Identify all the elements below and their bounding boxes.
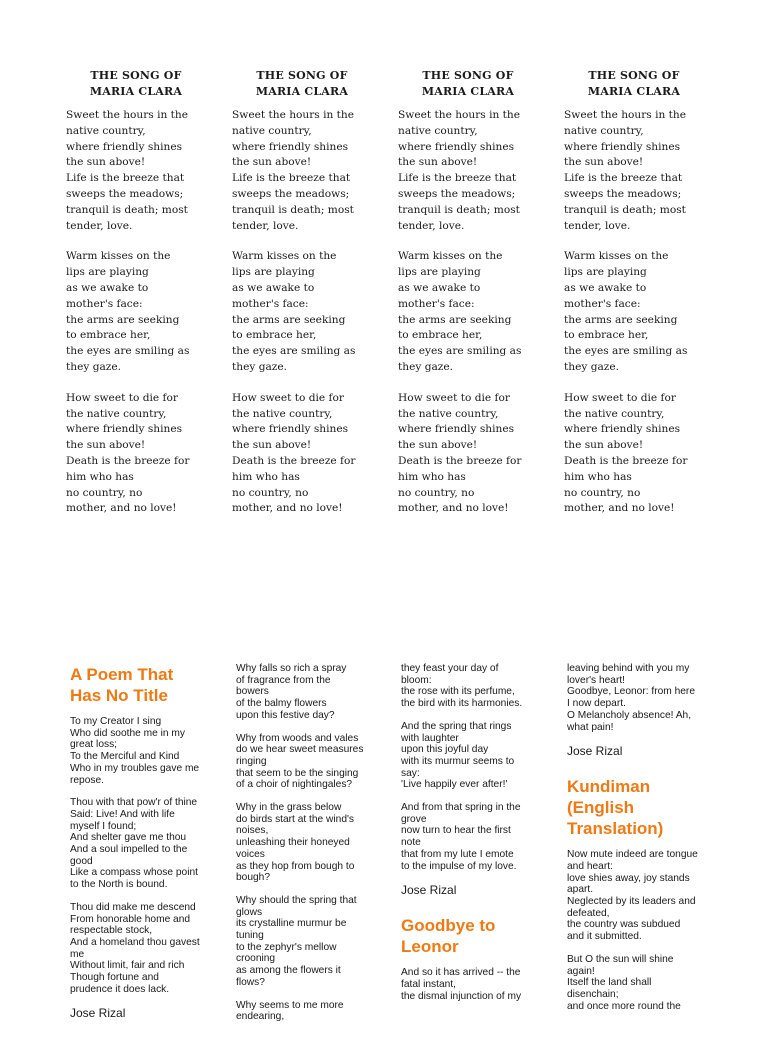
poem-heading: Goodbye to Leonor: [401, 916, 496, 957]
poem-author: Jose Rizal: [70, 1006, 126, 1021]
song-stanza-2: Warm kisses on the lips are playing as we awake to mother's face: the arms are seeking to embrace her, the eyes are smiling as they gaze.: [398, 250, 522, 373]
song-column-1: [66, 68, 206, 532]
poem-paragraph: Why falls so rich a spray of fragrance from the bowers of the balmy flowers upon this festive day?: [236, 663, 347, 721]
song-stanza-2: Warm kisses on the lips are playing as we awake to mother's face: the arms are seeking to embrace her, the eyes are smiling as they gaze.: [564, 250, 688, 373]
poem-paragraph: But O the sun will shine again! Itself the land shall disenchain; and once more round the: [567, 953, 681, 1012]
poem-heading: Kundiman (English Translation): [567, 777, 664, 839]
poem-paragraph: Thou did make me descend From honorable home and respectable stock, And a homeland thou gavest me Without limit, fair and rich Though fortune and prudence it does lack.: [70, 901, 200, 995]
poem-paragraph: Why should the spring that glows its crystalline murmur be tuning to the zephyr's mellow crooning as among the flowers it flows?: [236, 894, 357, 988]
poem-paragraph: they feast your day of bloom: the rose with its perfume, the bird with its harmonies.: [401, 663, 523, 710]
poem-paragraph: And the spring that rings with laughter upon this joyful day with its murmur seems to say: 'Live happily ever after!': [401, 720, 515, 791]
song-column-4: [564, 68, 704, 532]
song-column-2: [232, 68, 372, 532]
poem-paragraph: To my Creator I sing Who did soothe me in my great loss; To the Merciful and Kind Who in my troubles gave me repose.: [70, 716, 200, 786]
poem-heading: A Poem That Has No Title: [70, 665, 174, 705]
song-title: THE SONG OF MARIA CLARA: [587, 69, 681, 98]
song-title: THE SONG OF MARIA CLARA: [421, 69, 515, 98]
poem-paragraph: Why in the grass below do birds start at the wind's noises, unleashing their honeyed voices as they hop from bough to bough?: [236, 802, 355, 884]
poem-column-2: [236, 663, 376, 1034]
song-stanza-2: Warm kisses on the lips are playing as we awake to mother's face: the arms are seeking to embrace her, the eyes are smiling as they gaze.: [232, 250, 356, 373]
poem-paragraph: And so it has arrived -- the fatal instant, the dismal injunction of my: [401, 967, 522, 1002]
poem-column-1: [70, 664, 210, 1038]
poem-paragraph: Thou with that pow'r of thine Said: Live! And with life myself I found; And shelter gave me thou And a soul impelled to the good Like a compass whose point to the North is bound.: [70, 797, 198, 891]
song-stanza-1: Sweet the hours in the native country, where friendly shines the sun above! Life is the breeze that sweeps the meadows; tranquil is death; most tender, love.: [66, 109, 189, 232]
song-stanza-3: How sweet to die for the native country, where friendly shines the sun above! Death is the breeze for him who has no country, no mother, and no love!: [398, 391, 522, 515]
poem-author: Jose Rizal: [401, 883, 457, 898]
song-stanza-3: How sweet to die for the native country, where friendly shines the sun above! Death is the breeze for him who has no country, no mother, and no love!: [232, 391, 356, 515]
poem-paragraph: Why from woods and vales do we hear sweet measures ringing that seem to be the singing of a choir of nightingales?: [236, 732, 364, 791]
song-stanza-3: How sweet to die for the native country, where friendly shines the sun above! Death is the breeze for him who has no country, no mother, and no love!: [564, 391, 688, 515]
poem-paragraph: And from that spring in the grove now turn to hear the first note that from my lute I emote to the impulse of my love.: [401, 802, 521, 872]
poem-paragraph: Why seems to me more endearing,: [236, 999, 344, 1023]
song-title: THE SONG OF MARIA CLARA: [89, 69, 183, 98]
poem-author: Jose Rizal: [567, 744, 623, 759]
song-stanza-1: Sweet the hours in the native country, where friendly shines the sun above! Life is the breeze that sweeps the meadows; tranquil is death; most tender, love.: [232, 109, 355, 232]
poem-paragraph: Now mute indeed are tongue and heart: love shies away, joy stands apart. Neglected by its leaders and defeated, the country was subdued and it submitted.: [567, 849, 698, 943]
song-stanza-3: How sweet to die for the native country, where friendly shines the sun above! Death is the breeze for him who has no country, no mother, and no love!: [66, 391, 190, 515]
poem-paragraph: leaving behind with you my lover's heart! Goodbye, Leonor: from here I now depart. O Melancholy absence! Ah, what pain!: [567, 663, 695, 733]
song-stanza-2: Warm kisses on the lips are playing as we awake to mother's face: the arms are seeking to embrace her, the eyes are smiling as they gaze.: [66, 250, 190, 373]
song-stanza-1: Sweet the hours in the native country, where friendly shines the sun above! Life is the breeze that sweeps the meadows; tranquil is death; most tender, love.: [564, 109, 687, 232]
song-title: THE SONG OF MARIA CLARA: [255, 69, 349, 98]
song-column-3: [398, 68, 538, 532]
poem-column-4: [567, 663, 707, 1023]
poem-column-3: [401, 663, 541, 1013]
song-stanza-1: Sweet the hours in the native country, where friendly shines the sun above! Life is the breeze that sweeps the meadows; tranquil is death; most tender, love.: [398, 109, 521, 232]
